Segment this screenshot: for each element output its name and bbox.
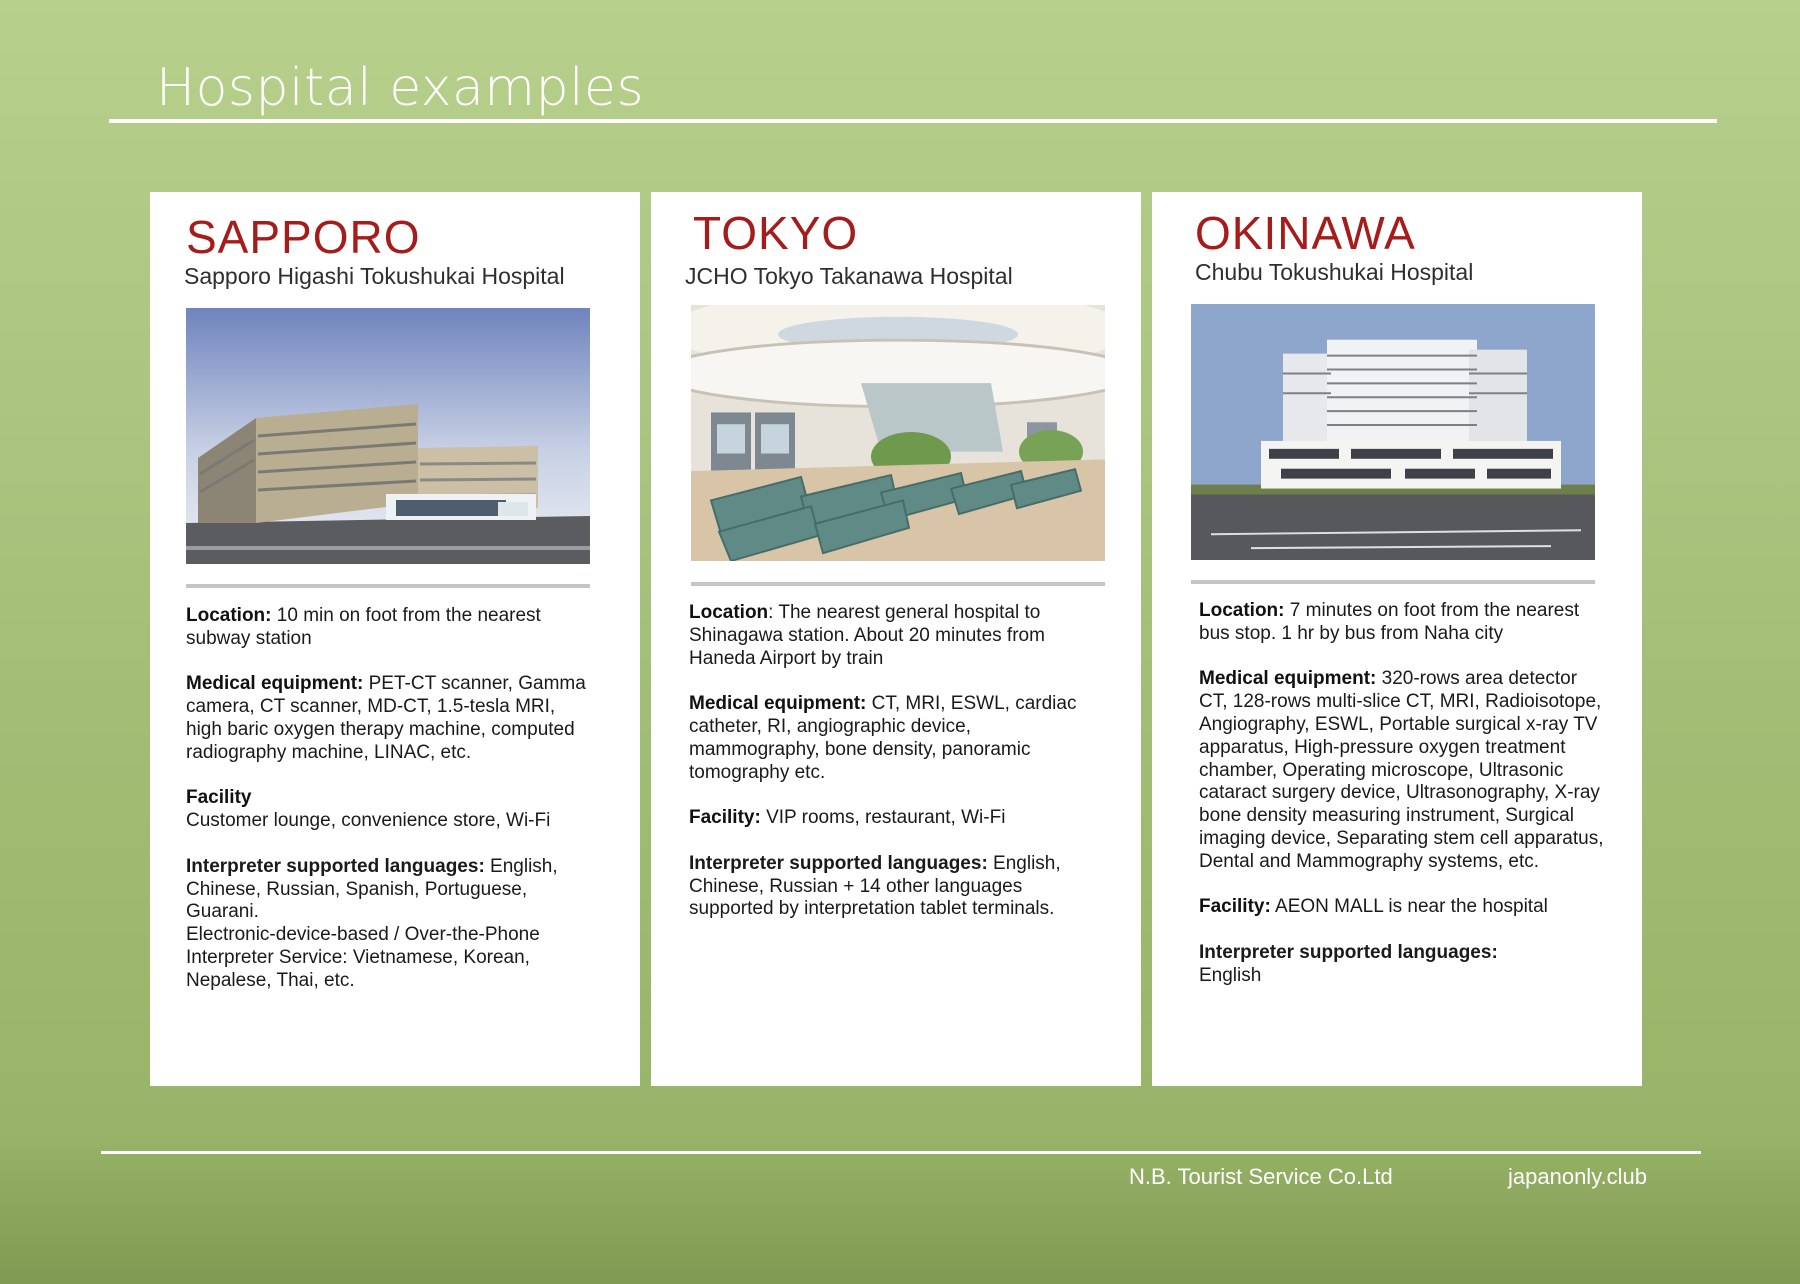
page-title: Hospital examples <box>156 58 645 118</box>
hospital-card-tokyo <box>651 192 1141 1086</box>
facility-text: Facility: AEON MALL is near the hospital <box>1199 896 1548 918</box>
languages-text: Interpreter supported languages: English <box>1199 941 1498 986</box>
hospital-name: Sapporo Higashi Tokushukai Hospital <box>184 263 565 289</box>
location-text: Location: 10 min on foot from the nearest subway station <box>186 605 541 649</box>
title-divider <box>109 119 1717 123</box>
footer-divider <box>101 1151 1701 1154</box>
location-text: Location: The nearest general hospital to Shinagawa station. About 20 minutes from Haneda Airport by train <box>689 602 1045 669</box>
city-heading: SAPPORO <box>186 211 421 263</box>
hospital-details <box>689 602 1097 921</box>
hospital-details <box>1199 600 1607 988</box>
hospital-card-okinawa <box>1152 192 1642 1086</box>
footer-site: japanonly.club <box>1508 1164 1648 1189</box>
location-text: Location: 7 minutes on foot from the nearest bus stop. 1 hr by bus from Naha city <box>1199 600 1580 644</box>
hospital-name: Chubu Tokushukai Hospital <box>1195 259 1474 285</box>
facility-text: Facility: VIP rooms, restaurant, Wi-Fi <box>689 807 1006 829</box>
equipment-text: Medical equipment: CT, MRI, ESWL, cardiac catheter, RI, angiographic device, mammography, bone density, panoramic tomography etc. <box>689 693 1077 783</box>
footer-company: N.B. Tourist Service Co.Ltd <box>1129 1164 1393 1189</box>
remote-interpreter-text: Electronic-device-based / Over-the-Phone Interpreter Service: Vietnamese, Korean, Nepalese, Thai, etc. <box>186 924 540 991</box>
languages-text: Interpreter supported languages: English, Chinese, Russian + 14 other languages supported by interpretation tablet terminals. <box>689 852 1061 920</box>
hospital-photo <box>1191 304 1595 560</box>
hospital-photo <box>691 305 1105 561</box>
hospital-name: JCHO Tokyo Takanawa Hospital <box>685 263 1013 289</box>
city-heading: TOKYO <box>693 207 859 259</box>
facility-text: Facility Customer lounge, convenience store, Wi-Fi <box>186 787 551 832</box>
section-divider <box>1191 580 1595 584</box>
hospital-details <box>186 605 594 993</box>
equipment-text: Medical equipment: 320-rows area detector CT, 128-rows multi-slice CT, MRI, Radioisotope, Angiography, ESWL, Portable surgical x-ray TV apparatus, High-pressure oxygen treatment chamber, Operating microscope, Ultrasonic cataract surgery device, Ultrasonography, X-ray bone density measuring instrument, Surgical imaging device, Separating stem cell apparatus, Dental and Mammography systems, etc. <box>1199 668 1604 872</box>
languages-text: Interpreter supported languages: English, Chinese, Russian, Spanish, Portuguese, Guarani. Electronic-device-based / Over-the-Phone Interpreter Service: Vietnamese, Korean, Nepalese, Thai, etc. <box>186 855 558 991</box>
hospital-card-sapporo <box>150 192 640 1086</box>
section-divider <box>691 582 1105 586</box>
equipment-text: Medical equipment: PET-CT scanner, Gamma camera, CT scanner, MD-CT, 1.5-tesla MRI, high baric oxygen therapy machine, computed radiography machine, LINAC, etc. <box>186 673 586 763</box>
hospital-photo <box>186 308 590 564</box>
city-heading: OKINAWA <box>1195 207 1416 259</box>
section-divider <box>186 584 590 588</box>
